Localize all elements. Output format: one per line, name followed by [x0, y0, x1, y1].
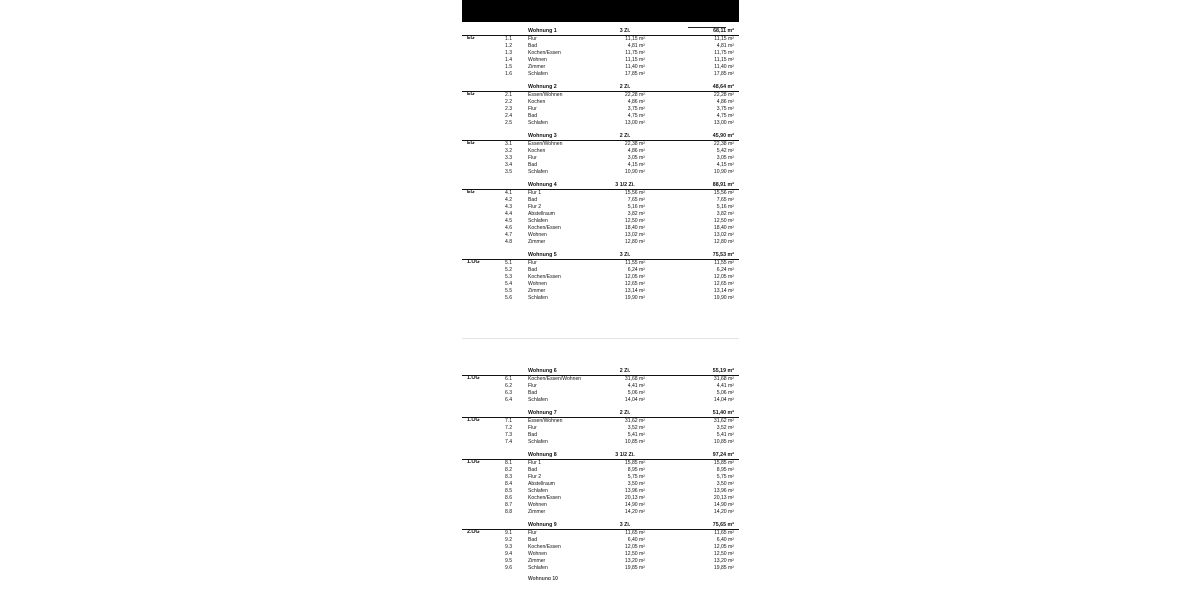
- room-number: 8.5: [505, 487, 513, 494]
- room-row: [462, 390, 739, 397]
- room-area: 13,20 m²: [624, 557, 645, 564]
- room-area-total-column: 3,05 m²: [716, 154, 734, 161]
- room-area-total-column: 4,75 m²: [716, 112, 734, 119]
- room-name: Schlafen: [528, 487, 548, 494]
- room-area-total-column: 12,05 m²: [713, 543, 734, 550]
- room-row: [462, 267, 739, 274]
- unit-floor-label: 1.OG: [467, 417, 480, 424]
- room-name: Flur: [528, 259, 537, 266]
- room-name: Flur 2: [528, 473, 542, 480]
- room-area: 4,41 m²: [627, 382, 645, 389]
- room-area-total-column: 17,85 m²: [713, 70, 734, 77]
- room-area-total-column: 11,55 m²: [714, 259, 734, 266]
- room-row: [462, 502, 739, 509]
- unit-room-count: 2 Zi.: [619, 410, 631, 416]
- room-number: 7.3: [505, 431, 513, 438]
- room-area-total-column: 31,68 m²: [713, 375, 734, 382]
- room-number: 1.5: [505, 63, 513, 70]
- room-number: 6.2: [505, 382, 513, 389]
- room-name: Bad: [528, 42, 538, 49]
- unit-total-area: 75,65 m²: [712, 522, 734, 528]
- room-area-total-column: 6,24 m²: [716, 266, 734, 273]
- room-area-total-column: 19,85 m²: [713, 564, 734, 571]
- room-row: [462, 64, 739, 71]
- unit-room-count: 2 Zi.: [619, 84, 631, 90]
- unit-total-area: 88,91 m²: [712, 182, 734, 188]
- room-row: [462, 141, 739, 148]
- room-row: [462, 239, 739, 246]
- room-area-total-column: 3,82 m²: [716, 210, 734, 217]
- room-name: Kochen/Essen: [528, 273, 561, 280]
- unit-room-count: 2 Zi.: [619, 133, 631, 139]
- room-row: [462, 57, 739, 64]
- unit-name: Wohnung 3: [528, 133, 557, 139]
- room-row: [462, 50, 739, 57]
- room-number: 7.4: [505, 438, 513, 445]
- room-name: Kochen/Essen: [528, 543, 561, 550]
- room-name: Schlafen: [528, 70, 548, 77]
- room-row: [462, 211, 739, 218]
- room-row: [462, 92, 739, 99]
- room-number: 9.6: [505, 564, 513, 571]
- room-row: [462, 190, 739, 197]
- room-row: [462, 383, 739, 390]
- room-area-total-column: 7,65 m²: [716, 196, 734, 203]
- room-name: Wohnen: [528, 231, 547, 238]
- room-name: Bad: [528, 466, 538, 473]
- room-area: 5,16 m²: [627, 203, 645, 210]
- room-area: 13,00 m²: [624, 119, 645, 126]
- room-number: 8.3: [505, 473, 513, 480]
- room-area: 14,90 m²: [624, 501, 645, 508]
- room-area: 5,75 m²: [627, 473, 645, 480]
- room-area-total-column: 18,40 m²: [713, 224, 734, 231]
- room-area-total-column: 5,75 m²: [716, 473, 734, 480]
- room-area: 12,80 m²: [624, 238, 645, 245]
- unit-total-area: 45,90 m²: [712, 133, 734, 139]
- room-name: Flur: [528, 529, 537, 536]
- room-name: Schlafen: [528, 119, 548, 126]
- room-area: 31,68 m²: [624, 375, 645, 382]
- room-area-total-column: 10,90 m²: [713, 168, 734, 175]
- room-area-total-column: 13,96 m²: [713, 487, 734, 494]
- room-area: 19,90 m²: [624, 294, 645, 301]
- unit-name: Wohnung 8: [528, 452, 557, 458]
- unit-room-count: 3 1/2 Zi.: [615, 182, 635, 188]
- room-area: 13,14 m²: [624, 287, 645, 294]
- room-number: 6.4: [505, 396, 513, 403]
- room-number: 1.6: [505, 70, 513, 77]
- room-name: Schlafen: [528, 217, 548, 224]
- room-row: [462, 281, 739, 288]
- room-row: [462, 565, 739, 572]
- room-number: 4.3: [505, 203, 513, 210]
- unit-name: Wohnung 1: [528, 28, 557, 34]
- room-row: [462, 155, 739, 162]
- room-row: [462, 218, 739, 225]
- room-name: Wohnen: [528, 56, 547, 63]
- room-area-total-column: 14,04 m²: [713, 396, 734, 403]
- room-number: 3.1: [505, 140, 513, 147]
- room-number: 2.5: [505, 119, 513, 126]
- room-name: Kochen: [528, 147, 546, 154]
- room-area-total-column: 5,06 m²: [716, 389, 734, 396]
- room-area-total-column: 4,81 m²: [716, 42, 734, 49]
- room-name: Abstellraum: [528, 480, 555, 487]
- room-number: 8.4: [505, 480, 513, 487]
- room-area-total-column: 19,90 m²: [713, 294, 734, 301]
- room-name: Kochen: [528, 98, 546, 105]
- room-number: 2.1: [505, 91, 513, 98]
- room-area: 12,50 m²: [624, 550, 645, 557]
- room-row: [462, 460, 739, 467]
- room-name: Flur: [528, 382, 537, 389]
- room-area-total-column: 12,50 m²: [713, 550, 734, 557]
- room-area-total-column: 12,05 m²: [713, 273, 734, 280]
- room-area-total-column: 14,20 m²: [713, 508, 734, 515]
- room-name: Bad: [528, 536, 538, 543]
- room-name: Bad: [528, 431, 538, 438]
- room-row: [462, 148, 739, 155]
- room-number: 3.3: [505, 154, 513, 161]
- room-number: 5.6: [505, 294, 513, 301]
- unit-room-count: 3 Zi.: [619, 252, 631, 258]
- room-row: [462, 232, 739, 239]
- room-name: Schlafen: [528, 564, 548, 571]
- room-name: Essen/Wohnen: [528, 91, 563, 98]
- room-name: Zimmer: [528, 287, 546, 294]
- room-name: Bad: [528, 196, 538, 203]
- room-name: Wohnen: [528, 280, 547, 287]
- room-name: Zimmer: [528, 238, 546, 245]
- room-area: 14,04 m²: [624, 396, 645, 403]
- room-number: 3.5: [505, 168, 513, 175]
- room-area: 11,55 m²: [625, 259, 645, 266]
- unit-total-area: 97,24 m²: [712, 452, 734, 458]
- area-schedule-table: [462, 0, 739, 600]
- room-number: 3.4: [505, 161, 513, 168]
- room-area: 4,86 m²: [627, 147, 645, 154]
- room-name: Kochen/Essen/Wohnen: [528, 375, 582, 382]
- room-area: 11,15 m²: [625, 35, 645, 42]
- room-row: [462, 71, 739, 78]
- room-number: 9.3: [505, 543, 513, 550]
- unit-name: Wohnung 7: [528, 410, 557, 416]
- room-name: Wohnen: [528, 501, 547, 508]
- room-row: [462, 225, 739, 232]
- room-number: 4.6: [505, 224, 513, 231]
- room-area-total-column: 11,65 m²: [714, 529, 734, 536]
- room-area-total-column: 10,85 m²: [713, 438, 734, 445]
- room-number: 3.2: [505, 147, 513, 154]
- room-number: 1.4: [505, 56, 513, 63]
- room-area-total-column: 11,40 m²: [714, 63, 734, 70]
- room-number: 4.7: [505, 231, 513, 238]
- room-row: [462, 509, 739, 516]
- room-row: [462, 99, 739, 106]
- unit-total-area: 68,11 m²: [713, 28, 734, 34]
- room-area-total-column: 12,65 m²: [713, 280, 734, 287]
- room-row: [462, 274, 739, 281]
- next-unit-label-cutoff: Wohnung 10: [528, 576, 558, 580]
- room-number: 1.1: [505, 35, 513, 42]
- room-area: 14,20 m²: [624, 508, 645, 515]
- room-area: 4,86 m²: [627, 98, 645, 105]
- room-number: 9.5: [505, 557, 513, 564]
- room-number: 4.5: [505, 217, 513, 224]
- room-row: [462, 260, 739, 267]
- room-area: 11,65 m²: [625, 529, 645, 536]
- room-name: Schlafen: [528, 294, 548, 301]
- unit-room-count: 3 Zi.: [619, 522, 631, 528]
- room-area: 6,40 m²: [627, 536, 645, 543]
- unit-floor-label: 2.OG: [467, 529, 480, 536]
- room-area-total-column: 11,15 m²: [714, 56, 734, 63]
- room-number: 6.3: [505, 389, 513, 396]
- room-number: 5.1: [505, 259, 513, 266]
- room-row: [462, 530, 739, 537]
- room-name: Flur: [528, 154, 537, 161]
- room-name: Flur 1: [528, 459, 542, 466]
- room-area-total-column: 20,13 m²: [713, 494, 734, 501]
- room-number: 7.1: [505, 417, 513, 424]
- unit-total-area: 75,53 m²: [712, 252, 734, 258]
- room-area: 20,13 m²: [624, 494, 645, 501]
- room-name: Abstellraum: [528, 210, 555, 217]
- room-row: [462, 544, 739, 551]
- room-area: 12,50 m²: [624, 217, 645, 224]
- room-number: 7.2: [505, 424, 513, 431]
- room-name: Kochen/Essen: [528, 494, 561, 501]
- room-number: 8.6: [505, 494, 513, 501]
- room-area-total-column: 22,28 m²: [713, 91, 734, 98]
- unit-room-count: 3 Zi.: [619, 28, 631, 34]
- room-name: Essen/Wohnen: [528, 417, 563, 424]
- room-name: Flur: [528, 35, 537, 42]
- unit-name: Wohnung 4: [528, 182, 557, 188]
- room-name: Kochen/Essen: [528, 49, 561, 56]
- room-number: 9.4: [505, 550, 513, 557]
- room-row: [462, 481, 739, 488]
- room-area: 10,90 m²: [624, 168, 645, 175]
- room-area: 22,38 m²: [624, 140, 645, 147]
- room-area: 3,75 m²: [627, 105, 645, 112]
- unit-floor-label: EG: [467, 189, 475, 196]
- room-number: 1.3: [505, 49, 513, 56]
- room-area-total-column: 12,80 m²: [713, 238, 734, 245]
- room-area-total-column: 11,15 m²: [714, 35, 734, 42]
- room-name: Flur: [528, 105, 537, 112]
- unit-floor-label: 1.OG: [467, 459, 480, 466]
- room-number: 4.2: [505, 196, 513, 203]
- room-area-total-column: 13,14 m²: [713, 287, 734, 294]
- room-area-total-column: 3,75 m²: [716, 105, 734, 112]
- room-row: [462, 162, 739, 169]
- room-row: [462, 120, 739, 127]
- unit-name: Wohnung 5: [528, 252, 557, 258]
- room-area-total-column: 13,02 m²: [713, 231, 734, 238]
- room-name: Zimmer: [528, 63, 546, 70]
- room-area-total-column: 6,40 m²: [716, 536, 734, 543]
- room-area: 5,06 m²: [627, 389, 645, 396]
- room-row: [462, 558, 739, 565]
- room-number: 5.3: [505, 273, 513, 280]
- unit-floor-label: EG: [467, 91, 475, 98]
- room-area-total-column: 15,56 m²: [713, 189, 734, 196]
- room-row: [462, 36, 739, 43]
- room-name: Kochen/Essen: [528, 224, 561, 231]
- room-name: Wohnen: [528, 550, 547, 557]
- room-area-total-column: 3,52 m²: [716, 424, 734, 431]
- room-area: 10,85 m²: [624, 438, 645, 445]
- unit-floor-label: 1.OG: [467, 259, 480, 266]
- room-area: 15,85 m²: [624, 459, 645, 466]
- unit-floor-label: EG: [467, 140, 475, 147]
- unit-name: Wohnung 9: [528, 522, 557, 528]
- unit-total-area: 55,19 m²: [712, 368, 734, 374]
- room-number: 4.4: [505, 210, 513, 217]
- unit-name: Wohnung 6: [528, 368, 557, 374]
- room-area-total-column: 12,50 m²: [713, 217, 734, 224]
- room-number: 6.1: [505, 375, 513, 382]
- room-row: [462, 106, 739, 113]
- room-row: [462, 43, 739, 50]
- room-row: [462, 397, 739, 404]
- room-row: [462, 474, 739, 481]
- room-row: [462, 113, 739, 120]
- room-area: 11,40 m²: [625, 63, 645, 70]
- room-area: 3,05 m²: [627, 154, 645, 161]
- room-area: 3,52 m²: [627, 424, 645, 431]
- room-name: Bad: [528, 161, 538, 168]
- room-number: 2.4: [505, 112, 513, 119]
- room-area: 22,28 m²: [624, 91, 645, 98]
- room-area-total-column: 8,95 m²: [716, 466, 734, 473]
- room-area-total-column: 4,15 m²: [716, 161, 734, 168]
- room-area: 11,75 m²: [625, 49, 645, 56]
- room-row: [462, 418, 739, 425]
- room-row: [462, 376, 739, 383]
- room-name: Schlafen: [528, 396, 548, 403]
- unit-name: Wohnung 2: [528, 84, 557, 90]
- room-area: 12,65 m²: [624, 280, 645, 287]
- unit-total-area: 51,40 m²: [712, 410, 734, 416]
- room-number: 5.4: [505, 280, 513, 287]
- room-row: [462, 295, 739, 302]
- room-area: 13,02 m²: [624, 231, 645, 238]
- room-area: 4,81 m²: [627, 42, 645, 49]
- room-name: Bad: [528, 389, 538, 396]
- room-number: 8.1: [505, 459, 513, 466]
- room-name: Zimmer: [528, 508, 546, 515]
- room-area: 17,85 m²: [624, 70, 645, 77]
- room-area: 15,56 m²: [624, 189, 645, 196]
- room-row: [462, 425, 739, 432]
- room-area: 7,65 m²: [627, 196, 645, 203]
- room-row: [462, 488, 739, 495]
- room-area-total-column: 14,90 m²: [713, 501, 734, 508]
- room-row: [462, 495, 739, 502]
- room-name: Schlafen: [528, 168, 548, 175]
- room-area: 18,40 m²: [624, 224, 645, 231]
- room-name: Schlafen: [528, 438, 548, 445]
- room-name: Flur 1: [528, 189, 542, 196]
- room-row: [462, 288, 739, 295]
- room-area: 12,05 m²: [624, 273, 645, 280]
- room-area: 19,85 m²: [624, 564, 645, 571]
- room-name: Essen/Wohnen: [528, 140, 563, 147]
- room-number: 8.8: [505, 508, 513, 515]
- room-number: 9.1: [505, 529, 513, 536]
- room-name: Zimmer: [528, 557, 546, 564]
- room-area-total-column: 5,16 m²: [716, 203, 734, 210]
- room-row: [462, 197, 739, 204]
- room-number: 4.1: [505, 189, 513, 196]
- room-number: 8.2: [505, 466, 513, 473]
- unit-total-area: 48,64 m²: [712, 84, 734, 90]
- room-area: 5,41 m²: [627, 431, 645, 438]
- room-name: Bad: [528, 266, 538, 273]
- room-area: 11,15 m²: [625, 56, 645, 63]
- unit-floor-label: EG: [467, 35, 475, 42]
- room-name: Flur 2: [528, 203, 542, 210]
- room-name: Bad: [528, 112, 538, 119]
- room-row: [462, 537, 739, 544]
- room-row: [462, 432, 739, 439]
- unit-room-count: 3 1/2 Zi.: [615, 452, 635, 458]
- room-area: 3,50 m²: [627, 480, 645, 487]
- room-area-total-column: 15,85 m²: [713, 459, 734, 466]
- unit-floor-label: 1.OG: [467, 375, 480, 382]
- room-row: [462, 467, 739, 474]
- room-number: 2.3: [505, 105, 513, 112]
- unit-room-count: 2 Zi.: [619, 368, 631, 374]
- room-area-total-column: 13,20 m²: [713, 557, 734, 564]
- room-area: 4,15 m²: [627, 161, 645, 168]
- room-row: [462, 439, 739, 446]
- room-area: 6,24 m²: [627, 266, 645, 273]
- room-area: 13,96 m²: [624, 487, 645, 494]
- room-area-total-column: 5,42 m²: [716, 147, 734, 154]
- room-area: 31,62 m²: [624, 417, 645, 424]
- room-area-total-column: 5,41 m²: [716, 431, 734, 438]
- room-number: 5.5: [505, 287, 513, 294]
- room-area-total-column: 13,00 m²: [713, 119, 734, 126]
- room-area-total-column: 31,62 m²: [713, 417, 734, 424]
- room-name: Flur: [528, 424, 537, 431]
- room-area: 12,05 m²: [624, 543, 645, 550]
- room-area-total-column: 4,86 m²: [716, 98, 734, 105]
- room-number: 5.2: [505, 266, 513, 273]
- room-row: [462, 551, 739, 558]
- room-row: [462, 204, 739, 211]
- room-number: 1.2: [505, 42, 513, 49]
- room-area-total-column: 3,50 m²: [716, 480, 734, 487]
- room-number: 4.8: [505, 238, 513, 245]
- room-number: 9.2: [505, 536, 513, 543]
- room-row: [462, 169, 739, 176]
- room-area: 4,75 m²: [627, 112, 645, 119]
- room-area-total-column: 4,41 m²: [716, 382, 734, 389]
- room-area-total-column: 22,38 m²: [713, 140, 734, 147]
- room-number: 8.7: [505, 501, 513, 508]
- room-area: 3,82 m²: [627, 210, 645, 217]
- room-area-total-column: 11,75 m²: [714, 49, 734, 56]
- room-number: 2.2: [505, 98, 513, 105]
- room-area: 8,95 m²: [627, 466, 645, 473]
